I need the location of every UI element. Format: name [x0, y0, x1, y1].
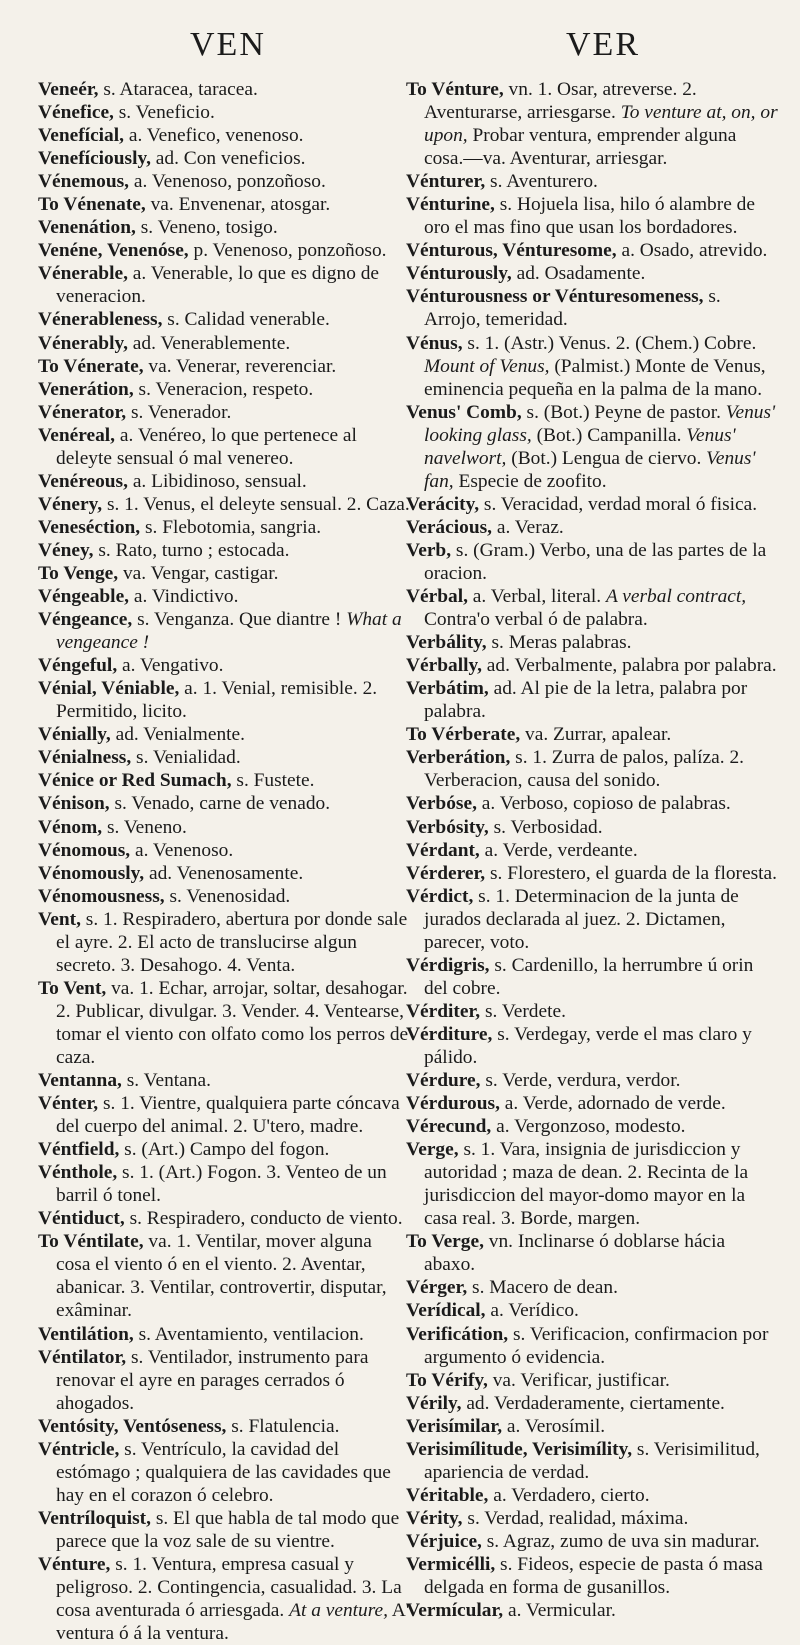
definition-text: s. Verdad, realidad, máxima. [462, 1507, 689, 1529]
headword: Vérdure, [406, 1070, 481, 1092]
dictionary-entry [406, 862, 778, 885]
headword: Verberátion, [406, 747, 511, 769]
left-column [38, 78, 410, 1645]
headword: Véngeful, [38, 655, 118, 677]
dictionary-entry [406, 723, 778, 746]
dictionary-entry [38, 1323, 410, 1346]
dictionary-entry [406, 839, 778, 862]
headword: Venefícial, [38, 125, 124, 147]
dictionary-entry [38, 562, 410, 585]
definition-text: va. Vengar, castigar. [118, 562, 279, 584]
headword: Véritable, [406, 1484, 489, 1506]
headword: Véney, [38, 539, 94, 561]
headword: Vérdigris, [406, 954, 490, 976]
definition-text: s. (Art.) Campo del fogon. [119, 1139, 330, 1161]
dictionary-entry [406, 816, 778, 839]
headword: To Véntilate, [38, 1231, 144, 1253]
definition-text: s. Arrojo, temeridad. [424, 286, 721, 331]
dictionary-entry [38, 124, 410, 147]
dictionary-entry [406, 792, 778, 815]
definition-text: a. Libidinoso, sensual. [127, 470, 307, 492]
italic-phrase: Venus' navelwort, [424, 424, 736, 469]
definition-text: s. (Bot.) Peyne de pastor. [521, 401, 726, 423]
definition-text: a. Venenoso, ponzoñoso. [129, 171, 326, 193]
definition-text: s. Venenosidad. [164, 885, 291, 907]
headword: Vénom, [38, 816, 103, 838]
dictionary-entry [38, 78, 410, 101]
definition-text: s. Ventilador, instrumento para renovar el ayre en parages cerrados ó ahogados. [56, 1346, 369, 1414]
headword: Vénerator, [38, 401, 127, 423]
definition-text: a. Vergonzoso, modesto. [491, 1116, 686, 1138]
headword: To Vénerate, [38, 355, 144, 377]
headword: To Vérify, [406, 1369, 488, 1391]
dictionary-entry [38, 746, 410, 769]
headword: Vénison, [38, 793, 110, 815]
dictionary-entry [406, 401, 778, 493]
headword: Verídical, [406, 1300, 486, 1322]
headword: To Verge, [406, 1231, 484, 1253]
dictionary-entry [406, 1069, 778, 1092]
dictionary-entry [406, 262, 778, 285]
definition-text: s. Verificacion, confirmacion por argumento ó evidencia. [424, 1323, 769, 1368]
headword: Ventósity, Ventóseness, [38, 1415, 227, 1437]
definition-text: (Palmist.) Monte de Venus, eminencia pequeña en la palma de la mano. [424, 355, 766, 400]
dictionary-entry [406, 631, 778, 654]
dictionary-entry [406, 1530, 778, 1553]
definition-text: s. Cardenillo, la herrumbre ú orin del cobre. [424, 954, 754, 999]
definition-text: a. Verosímil. [502, 1415, 606, 1437]
dictionary-entry [38, 1207, 410, 1230]
running-header [0, 18, 800, 68]
dictionary-entry [406, 493, 778, 516]
dictionary-entry [406, 1115, 778, 1138]
definition-text: s. Florestero, el guarda de la floresta. [485, 862, 777, 884]
dictionary-entry [406, 746, 778, 792]
headword: To Venge, [38, 562, 119, 584]
definition-text: s. Verde, verdura, verdor. [480, 1070, 681, 1092]
definition-text: s. Veracidad, verdad moral ó fisica. [479, 493, 758, 515]
headword: Vérity, [406, 1507, 463, 1529]
definition-text: s. Flebotomia, sangria. [140, 516, 322, 538]
dictionary-entry [406, 170, 778, 193]
headword: Vérdurous, [406, 1093, 500, 1115]
definition-text: s. Aventamiento, ventilacion. [133, 1323, 364, 1345]
definition-text: s. Ataracea, taracea. [98, 79, 258, 100]
dictionary-entry [38, 608, 410, 654]
headword: Vérbal, [406, 586, 468, 608]
dictionary-entry [38, 355, 410, 378]
headword: Vérderer, [406, 862, 486, 884]
dictionary-entry [406, 1138, 778, 1230]
italic-phrase: Venus' fan, [424, 447, 756, 492]
dictionary-entry [38, 769, 410, 792]
definition-text: s. Fustete. [231, 770, 315, 792]
definition-text: A' ventura ó á la ventura. [56, 1600, 410, 1645]
headword: Ventilátion, [38, 1323, 134, 1345]
definition-text: s. 1. Respiradero, abertura por donde sale el ayre. 2. El acto de translucirse algun secreto. 3. Desahogo. 4. Venta. [56, 908, 408, 976]
dictionary-entry [406, 1323, 778, 1369]
definition-text: a. Verde, adornado de verde. [499, 1093, 726, 1115]
dictionary-entry [38, 1161, 410, 1207]
headword: Vénomous, [38, 839, 131, 861]
definition-text: s. Venganza. Que diantre ! [132, 609, 347, 631]
definition-text: ad. Venialmente. [110, 724, 245, 746]
headword: Venéreous, [38, 470, 128, 492]
definition-text: s. Meras palabras. [486, 632, 632, 654]
definition-text: a. Verde, verdeante. [479, 839, 638, 861]
definition-text: va. 1. Echar, arrojar, soltar, desahogar. 2. Publicar, divulgar. 3. Vender. 4. Ventearse, tomar el viento con olfato como los perros de caza. [56, 977, 409, 1068]
headword: Véntfield, [38, 1139, 120, 1161]
dictionary-entry [38, 424, 410, 470]
definition-text: ad. Al pie de la letra, palabra por palabra. [424, 678, 748, 723]
definition-text: s. Verbosidad. [488, 816, 603, 838]
headword: Verácity, [406, 493, 480, 515]
headword: Véntilator, [38, 1346, 127, 1368]
headword: Vent, [38, 908, 81, 930]
dictionary-entry [38, 378, 410, 401]
dictionary-entry [38, 885, 410, 908]
dictionary-entry [38, 308, 410, 331]
headword: To Vénture, [406, 79, 504, 100]
headword: To Vénenate, [38, 194, 146, 216]
headword: Vérbally, [406, 655, 482, 677]
definition-text: s. Calidad venerable. [162, 309, 330, 331]
headword: Venenátion, [38, 217, 136, 239]
dictionary-entry [38, 516, 410, 539]
definition-text: s. 1. Determinacion de la junta de jurados declarada al juez. 2. Dictamen, parecer, voto. [424, 885, 739, 953]
dictionary-entry [38, 147, 410, 170]
headword: Venus' Comb, [406, 401, 522, 423]
headword: Vénerably, [38, 332, 128, 354]
definition-text: s. Verdegay, verde el mas claro y pálido. [424, 1023, 752, 1068]
headword: Veneér, [38, 79, 99, 100]
definition-text: a. Osado, atrevido. [616, 240, 768, 262]
definition-text: s. Veneno. [102, 816, 187, 838]
definition-text: s. Venerador. [126, 401, 232, 423]
definition-text: va. Envenenar, atosgar. [145, 194, 331, 216]
headword: Vénery, [38, 493, 103, 515]
dictionary-entry [406, 239, 778, 262]
headword: Véngeable, [38, 586, 130, 608]
dictionary-entry [38, 1438, 410, 1507]
dictionary-entry [406, 654, 778, 677]
definition-text: ad. Osadamente. [511, 263, 646, 285]
definition-text: vn. Inclinarse ó doblarse hácia abaxo. [424, 1231, 726, 1276]
dictionary-entry [406, 1599, 778, 1622]
definition-text: s. 1. Zurra de palos, palíza. 2. Verberacion, causa del sonido. [424, 747, 745, 792]
headword: Vénefice, [38, 102, 114, 124]
headword: Vénialness, [38, 747, 132, 769]
definition-text: s. 1. Ventura, empresa casual y peligroso. 2. Contingencia, casualidad. 3. La cosa aventurada ó arriesgada. [56, 1554, 402, 1622]
definition-text: s. 1. (Art.) Fogon. 3. Venteo de un barril ó tonel. [56, 1162, 387, 1207]
definition-text: p. Venenoso, ponzoñoso. [188, 240, 387, 262]
definition-text: Contra'o verbal ó de palabra. [424, 609, 648, 631]
definition-text: a. Verdadero, cierto. [488, 1484, 650, 1506]
definition-text: Especie de zoofito. [453, 470, 607, 492]
headword: Véngeance, [38, 609, 133, 631]
headword: Véntiduct, [38, 1208, 125, 1230]
headword: Vermícular, [406, 1600, 504, 1622]
dictionary-entry [38, 101, 410, 124]
headword: Vénus, [406, 332, 463, 354]
dictionary-entry [38, 1346, 410, 1415]
dictionary-entry [38, 1092, 410, 1138]
dictionary-entry [38, 1553, 410, 1645]
headword: Vérdict, [406, 885, 474, 907]
definition-text: ad. Venerablemente. [127, 332, 291, 354]
definition-text: s. Hojuela lisa, hilo ó alambre de oro el mas fino que usan los bordadores. [424, 194, 755, 239]
dictionary-entry [406, 677, 778, 723]
definition-text: a. Verboso, copioso de palabras. [476, 793, 731, 815]
definition-text: a. Vengativo. [117, 655, 224, 677]
definition-text: s. 1. Vientre, qualquiera parte cóncava del cuerpo del animal. 2. U'tero, madre. [56, 1093, 400, 1138]
dictionary-entry [406, 332, 778, 401]
dictionary-entry [406, 1553, 778, 1599]
italic-phrase: A verbal contract, [605, 586, 747, 608]
definition-text: s. Veneno, tosigo. [135, 217, 278, 239]
dictionary-entry [38, 839, 410, 862]
definition-text: a. Venéreo, lo que pertenece al deleyte sensual ó mal venereo. [56, 424, 357, 469]
headword: Vérditure, [406, 1023, 493, 1045]
dictionary-entry [406, 1392, 778, 1415]
dictionary-entry [38, 677, 410, 723]
headword: Verbósity, [406, 816, 489, 838]
headword: Verge, [406, 1139, 459, 1161]
definition-text: s. (Gram.) Verbo, una de las partes de la oracion. [424, 539, 767, 584]
headword: Vérjuice, [406, 1530, 482, 1552]
dictionary-entry [38, 723, 410, 746]
dictionary-entry [38, 1230, 410, 1322]
definition-text: va. 1. Ventilar, mover alguna cosa el viento ó en el viento. 2. Aventar, abanicar. 3. Ventilar, controvertir, disputar, exâminar. [56, 1231, 387, 1322]
definition-text: s. Venialidad. [131, 747, 241, 769]
definition-text: va. Verificar, justificar. [487, 1369, 670, 1391]
dictionary-entry [38, 262, 410, 308]
dictionary-entry [406, 516, 778, 539]
dictionary-entry [38, 977, 410, 1069]
definition-text: a. Vermicular. [503, 1600, 616, 1622]
dictionary-entry [38, 792, 410, 815]
definition-text: s. Verdete. [480, 1000, 566, 1022]
headword: Vérily, [406, 1392, 462, 1414]
dictionary-entry [406, 1092, 778, 1115]
dictionary-entry [38, 816, 410, 839]
definition-text: s. Venado, carne de venado. [109, 793, 331, 815]
dictionary-entry [406, 885, 778, 954]
dictionary-entry [38, 193, 410, 216]
headword: Venéne, Venenóse, [38, 240, 189, 262]
headword: Verificátion, [406, 1323, 509, 1345]
definition-text: a. Venenoso. [130, 839, 234, 861]
dictionary-entry [406, 1299, 778, 1322]
italic-phrase: To venture at, on, or upon, [424, 102, 778, 147]
dictionary-entry [406, 1484, 778, 1507]
dictionary-entry [406, 78, 778, 170]
headword: Vénemous, [38, 171, 130, 193]
dictionary-entry [38, 1069, 410, 1092]
definition-text: a. 1. Venial, remisible. 2. Permitido, licito. [56, 678, 378, 723]
headword: Venefíciously, [38, 148, 151, 170]
dictionary-entry [406, 1276, 778, 1299]
dictionary-entry [406, 1438, 778, 1484]
headword: Vénthole, [38, 1162, 118, 1184]
headword: Venerátion, [38, 378, 134, 400]
headword: Verbálity, [406, 632, 487, 654]
right-column [406, 78, 778, 1622]
dictionary-entry [406, 1023, 778, 1069]
definition-text: a. Vindictivo. [129, 586, 239, 608]
definition-text: s. 1. Vara, insignia de jurisdiccion y autoridad ; maza de dean. 2. Recinta de la jurisdiccion del mayor-domo mayor en la casa real. 3. Borde, margen. [424, 1139, 749, 1230]
definition-text: ad. Verbalmente, palabra por palabra. [481, 655, 777, 677]
headword: Vénially, [38, 724, 111, 746]
definition-text: s. Veneficio. [113, 102, 215, 124]
dictionary-entry [406, 1230, 778, 1276]
definition-text: s. Rato, turno ; estocada. [93, 539, 290, 561]
definition-text: vn. 1. Osar, atreverse. 2. Aventurarse, arriesgarse. [424, 79, 697, 124]
dictionary-entry [38, 332, 410, 355]
dictionary-entry [406, 1000, 778, 1023]
headword: Veneséction, [38, 516, 141, 538]
definition-text: va. Zurrar, apalear. [520, 724, 672, 746]
definition-text: a. Venefico, venenoso. [124, 125, 304, 147]
definition-text: (Bot.) Campanilla. [531, 424, 687, 446]
headword: Vérecund, [406, 1116, 492, 1138]
dictionary-entry [38, 401, 410, 424]
headword: Vénter, [38, 1093, 99, 1115]
headword: Vérditer, [406, 1000, 481, 1022]
dictionary-entry [38, 493, 410, 516]
definition-text: (Bot.) Lengua de ciervo. [506, 447, 707, 469]
italic-phrase: What a vengeance ! [56, 609, 402, 654]
headword: Venéreal, [38, 424, 116, 446]
italic-phrase: Venus' looking glass, [424, 401, 776, 446]
headword: Ventríloquist, [38, 1507, 151, 1529]
dictionary-entry [38, 239, 410, 262]
dictionary-entry [38, 654, 410, 677]
dictionary-entry [406, 1507, 778, 1530]
italic-phrase: Mount of Venus, [424, 355, 550, 377]
dictionary-entry [38, 585, 410, 608]
definition-text: s. Ventana. [121, 1070, 211, 1092]
definition-text: s. Flatulencia. [226, 1415, 340, 1437]
headword: Vénturousness or Vénturesomeness, [406, 286, 704, 308]
definition-text: s. Verisimilitud, apariencia de verdad. [424, 1438, 760, 1483]
headword: Vénture, [38, 1554, 111, 1575]
dictionary-entry [406, 954, 778, 1000]
dictionary-entry [38, 216, 410, 239]
headword: Vérger, [406, 1277, 468, 1299]
headword: Vermicélli, [406, 1554, 496, 1575]
definition-text: a. Verídico. [485, 1300, 579, 1322]
dictionary-entry [38, 170, 410, 193]
headword: Vénturously, [406, 263, 512, 285]
definition-text: a. Venerable, lo que es digno de veneracion. [56, 263, 380, 308]
definition-text: ad. Con veneficios. [150, 148, 306, 170]
dictionary-entry [406, 285, 778, 331]
dictionary-entry [406, 539, 778, 585]
definition-text: s. Veneracion, respeto. [133, 378, 314, 400]
definition-text: Probar ventura, emprender alguna cosa.—va. Aventurar, arriesgar. [424, 125, 737, 170]
dictionary-entry [38, 470, 410, 493]
dictionary-entry [406, 193, 778, 239]
definition-text: s. Aventurero. [485, 171, 598, 193]
headword: Verácious, [406, 516, 492, 538]
headword: Verb, [406, 539, 452, 561]
headword: Vénturine, [406, 194, 495, 216]
dictionary-entry [38, 862, 410, 885]
definition-text: s. Respiradero, conducto de viento. [124, 1208, 403, 1230]
headword: Vénomousness, [38, 885, 165, 907]
headword: Vénturer, [406, 171, 486, 193]
definition-text: s. El que habla de tal modo que parece que la voz sale de su vientre. [56, 1507, 400, 1552]
headword: Verisímilar, [406, 1415, 503, 1437]
definition-text: s. Macero de dean. [467, 1277, 618, 1299]
dictionary-entry [38, 908, 410, 977]
headword: Vénerable, [38, 263, 128, 285]
definition-text: va. Venerar, reverenciar. [143, 355, 337, 377]
dictionary-entry [38, 1507, 410, 1553]
definition-text: a. Verbal, literal. [467, 586, 606, 608]
definition-text: a. Veraz. [492, 516, 564, 538]
dictionary-entry [38, 1415, 410, 1438]
dictionary-entry [406, 1369, 778, 1392]
definition-text: s. Agraz, zumo de uva sin madurar. [481, 1530, 760, 1552]
definition-text: ad. Venenosamente. [144, 862, 304, 884]
headword: Véntricle, [38, 1438, 120, 1460]
definition-text: s. 1. (Astr.) Venus. 2. (Chem.) Cobre. [462, 332, 757, 354]
headword: Verisimílitude, Verisimílity, [406, 1438, 633, 1460]
dictionary-entry [406, 585, 778, 631]
headword: Vénerableness, [38, 309, 163, 331]
headword: Ventanna, [38, 1070, 122, 1092]
headword: Verbóse, [406, 793, 477, 815]
headword: Verbátim, [406, 678, 489, 700]
headword: Vénice or Red Sumach, [38, 770, 232, 792]
headword: To Vérberate, [406, 724, 521, 746]
headword: Vénturous, Vénturesome, [406, 240, 617, 262]
dictionary-entry [38, 539, 410, 562]
header-right-guideword: VER [566, 26, 640, 63]
definition-text: ad. Verdaderamente, ciertamente. [461, 1392, 725, 1414]
headword: Vénomously, [38, 862, 145, 884]
headword: Vénial, Véniable, [38, 678, 180, 700]
definition-text: s. 1. Venus, el deleyte sensual. 2. Caza. [102, 493, 410, 515]
dictionary-entry [38, 1138, 410, 1161]
definition-text: s. Ventrículo, la cavidad del estómago ; qualquiera de las cavidades que hay en el corazon ó celebro. [56, 1438, 391, 1506]
header-left-guideword: VEN [190, 26, 266, 63]
headword: Vérdant, [406, 839, 480, 861]
dictionary-entry [406, 1415, 778, 1438]
definition-text: s. Fideos, especie de pasta ó masa delgada en forma de gusanillos. [424, 1554, 763, 1599]
italic-phrase: At a venture, [289, 1600, 389, 1622]
headword: To Vent, [38, 977, 107, 999]
